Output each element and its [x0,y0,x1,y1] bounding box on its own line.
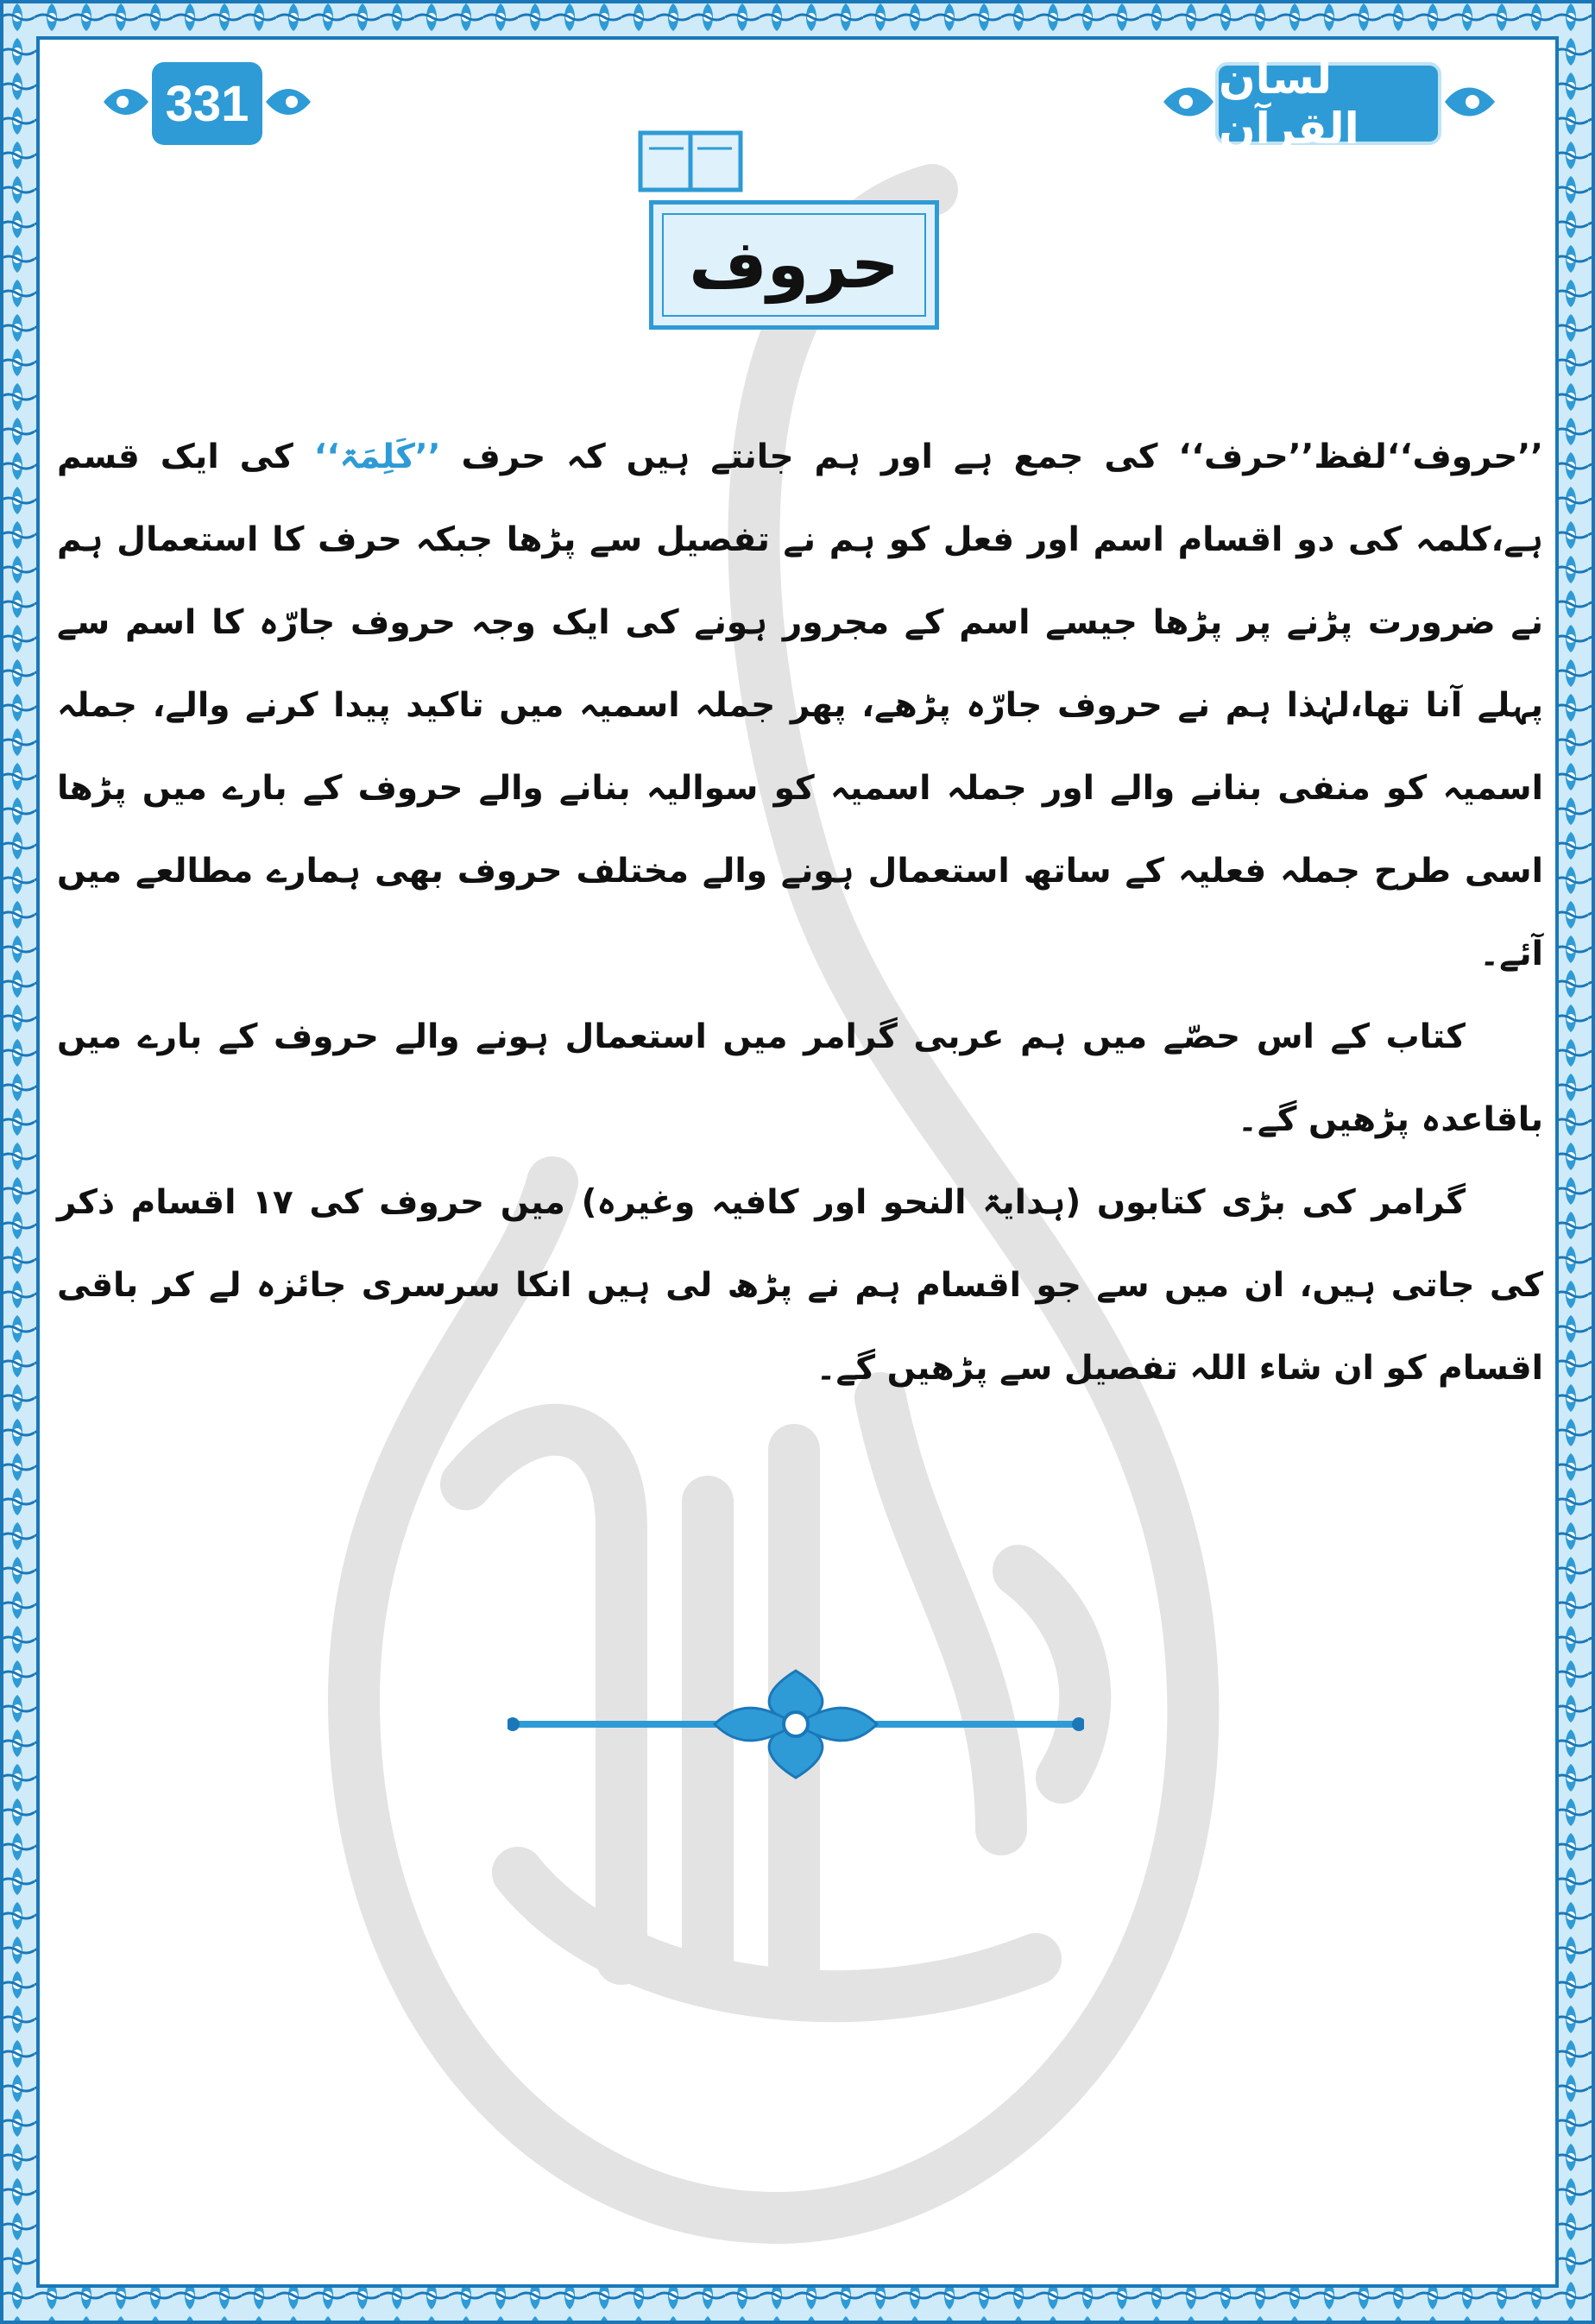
body-text [57,416,1543,1410]
paragraph-2: کتاب کے اس حصّے میں ہم عربی گرامر میں استعمال ہونے والے حروف کے بارے میں باقاعدہ پڑھیں گے۔ [57,1017,1543,1139]
left-title-ornament [1162,76,1214,128]
right-title-ornament [1445,76,1497,128]
paragraph-1 [57,416,1543,996]
open-book-icon [637,129,744,193]
kalima-highlight: ’’کَلِمَۃ‘‘ [313,438,441,476]
paragraph-1-rest: کی ایک قسم ہے،کلمہ کی دو اقسام اسم اور فعل کو ہم نے تفصیل سے پڑھا جبکہ حرف کا استعمال ہم نے ضرورت پڑنے پر پڑھا جیسے اسم کے مجرور ہونے کی ایک وجہ حروف جارّہ کا اسم سے پہلے آنا تھا،لہٰذا ہم نے حروف جارّہ پڑھے، پھر جملہ اسمیہ میں تاکید پیدا کرنے والے، جملہ اسمیہ کو منفی بنانے والے اور جملہ اسمیہ کو سوالیہ بنانے والے حروف کے بارے میں پڑھا اسی طرح جملہ فعلیہ کے ساتھ استعمال ہونے والے مختلف حروف بھی ہمارے مطالعے میں آئے۔ [57,438,1543,973]
paragraph-1-start: ’’حروف‘‘لفظ’’حرف‘‘ کی جمع ہے اور ہم جانتے ہیں کہ حرف [440,438,1543,476]
left-page-ornament [100,76,148,128]
page-number-badge: 331 [152,62,262,145]
chapter-title-box [649,200,939,330]
right-page-ornament [266,76,314,128]
chapter-title: حروف [689,226,899,304]
book-title-badge: لسان القرآن [1215,62,1441,145]
paragraph-3: گرامر کی بڑی کتابوں (ہدایۃ النحو اور کافیہ وغیرہ) میں حروف کی ۱۷ اقسام ذکر کی جاتی ہیں، ان میں سے جو اقسام ہم نے پڑھ لی ہیں انکا سرسری جائزہ لے کر باقی اقسام کو ان شاء اللہ تفصیل سے پڑھیں گے۔ [57,1183,1543,1388]
floral-divider-ornament [508,1664,1084,1785]
